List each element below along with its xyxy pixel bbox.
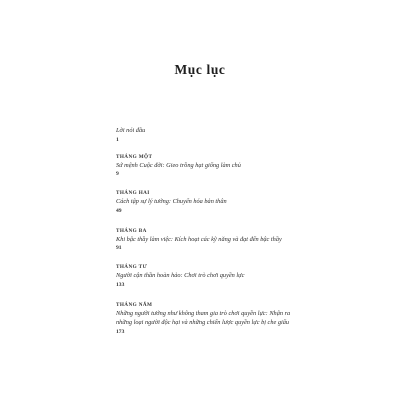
entry-heading: Cách tập sự lý tưởng: Chuyển hóa bản thân xyxy=(116,198,227,205)
toc-title: Mục lục xyxy=(174,62,226,77)
entry-page-number: 91 xyxy=(116,245,122,251)
toc-list xyxy=(116,126,296,336)
entry-heading: Lời nói đầu xyxy=(116,127,146,134)
entry-heading: Những người tưởng như không tham gia trò chơi quyền lực: Nhận ra những loại người độc hại và những chiến lược quyền lực bị che giấu xyxy=(116,309,291,326)
entry-month-label: THÁNG BA xyxy=(116,227,147,234)
entry-month-label: THÁNG HAI xyxy=(116,190,150,196)
toc-entry-month-1 xyxy=(116,153,296,179)
entry-page-number: 9 xyxy=(116,171,119,177)
toc-entry-month-4 xyxy=(116,263,296,289)
entry-heading: Khi bậc thầy làm việc: Kích hoạt các kỹ năng và đạt đến bậc thầy xyxy=(116,235,282,243)
entry-month-label: THÁNG MỘT xyxy=(116,153,153,160)
entry-month-label: THÁNG NĂM xyxy=(116,301,153,308)
entry-page-number: 173 xyxy=(116,328,125,335)
toc-entry-preface xyxy=(116,126,296,144)
entry-heading: Người cận thần hoàn hảo: Chơi trò chơi quyền lực xyxy=(116,272,245,279)
entry-page-number: 1 xyxy=(116,136,119,143)
entry-page-number: 49 xyxy=(116,207,122,214)
entry-heading: Sứ mệnh Cuộc đời: Gieo trồng hạt giống làm chủ xyxy=(116,161,241,169)
entry-page-number: 133 xyxy=(116,281,125,288)
toc-entry-month-2 xyxy=(116,189,296,215)
toc-entry-month-3 xyxy=(116,227,296,253)
toc-entry-month-5 xyxy=(116,301,296,336)
entry-month-label: THÁNG TƯ xyxy=(116,264,148,270)
